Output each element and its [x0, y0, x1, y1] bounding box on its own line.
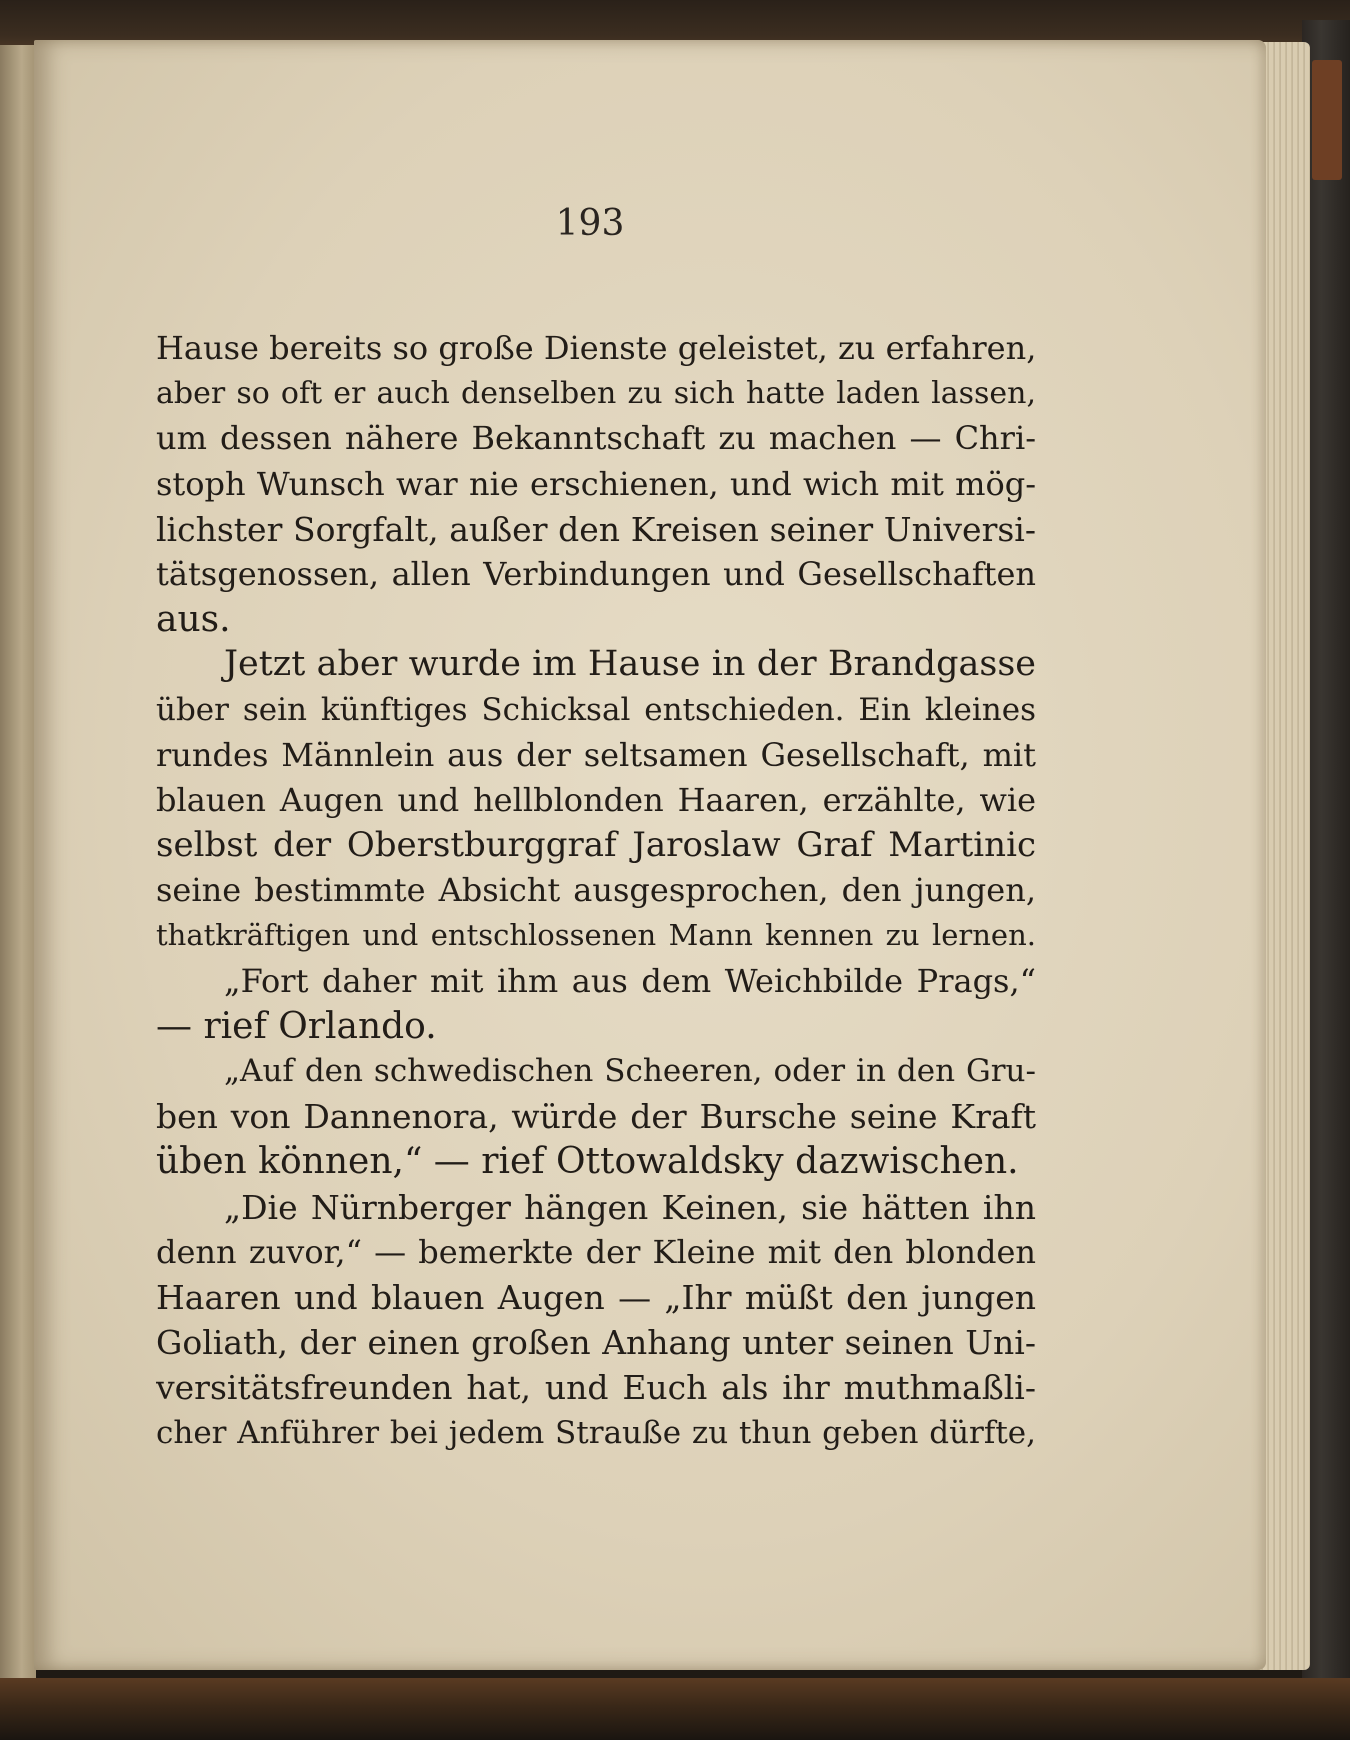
text-line: über sein künftiges Schicksal entschieden. Ein kleines	[156, 691, 1036, 728]
text-line: denn zuvor,“ — bemerkte der Kleine mit den blonden	[156, 1232, 1036, 1271]
text-line: aus.	[156, 599, 231, 641]
text-line: aber so oft er auch denselben zu sich hatte laden lassen,	[156, 376, 1036, 412]
text-line: „Die Nürnberger hängen Keinen, sie hätten ihn	[224, 1187, 1036, 1227]
text-line: thatkräftigen und entschlossenen Mann kennen zu lernen.	[156, 918, 1036, 953]
text-line: cher Anführer bei jedem Strauße zu thun geben dürfte,	[156, 1414, 1036, 1451]
body-text	[156, 326, 1036, 1456]
leather-corner	[1312, 60, 1342, 180]
book-cover-bottom	[0, 1678, 1350, 1740]
text-line: seine bestimmte Absicht ausgesprochen, den jungen,	[156, 871, 1036, 910]
text-line: versitätsfreunden hat, und Euch als ihr muthmaßli-	[156, 1368, 1036, 1408]
text-line: Jetzt aber wurde im Hause in der Brandgasse	[224, 644, 1036, 685]
text-line: ben von Dannenora, würde der Bursche seine Kraft	[156, 1097, 1036, 1137]
text-line: selbst der Oberstburggraf Jaroslaw Graf Martinic	[156, 825, 1036, 866]
text-line: Hause bereits so große Dienste geleistet, zu erfahren,	[156, 329, 1036, 367]
text-line: tätsgenossen, allen Verbindungen und Gesellschaften	[156, 554, 1036, 593]
text-line: — rief Orlando.	[156, 1005, 437, 1047]
facing-page-edge	[0, 45, 36, 1690]
text-line: „Auf den schwedischen Scheeren, oder in den Gru-	[224, 1053, 1036, 1089]
text-line: um dessen nähere Bekanntschaft zu machen — Chri-	[156, 419, 1036, 458]
text-line: rundes Männlein aus der seltsamen Gesellschaft, mit	[156, 735, 1036, 774]
text-line: üben können,“ — rief Ottowaldsky dazwischen.	[156, 1141, 1019, 1183]
text-line: Goliath, der einen großen Anhang unter seinen Uni-	[156, 1323, 1036, 1363]
text-line: „Fort daher mit ihm aus dem Weichbilde Prags,“	[224, 961, 1036, 1000]
page-number: 193	[555, 203, 625, 244]
text-line: Haaren und blauen Augen — „Ihr müßt den jungen	[156, 1277, 1036, 1317]
text-line: lichster Sorgfalt, außer den Kreisen seiner Universi-	[156, 509, 1036, 549]
text-line: stoph Wunsch war nie erschienen, und wich mit mög-	[156, 464, 1036, 503]
text-line: blauen Augen und hellblonden Haaren, erzählte, wie	[156, 780, 1036, 819]
